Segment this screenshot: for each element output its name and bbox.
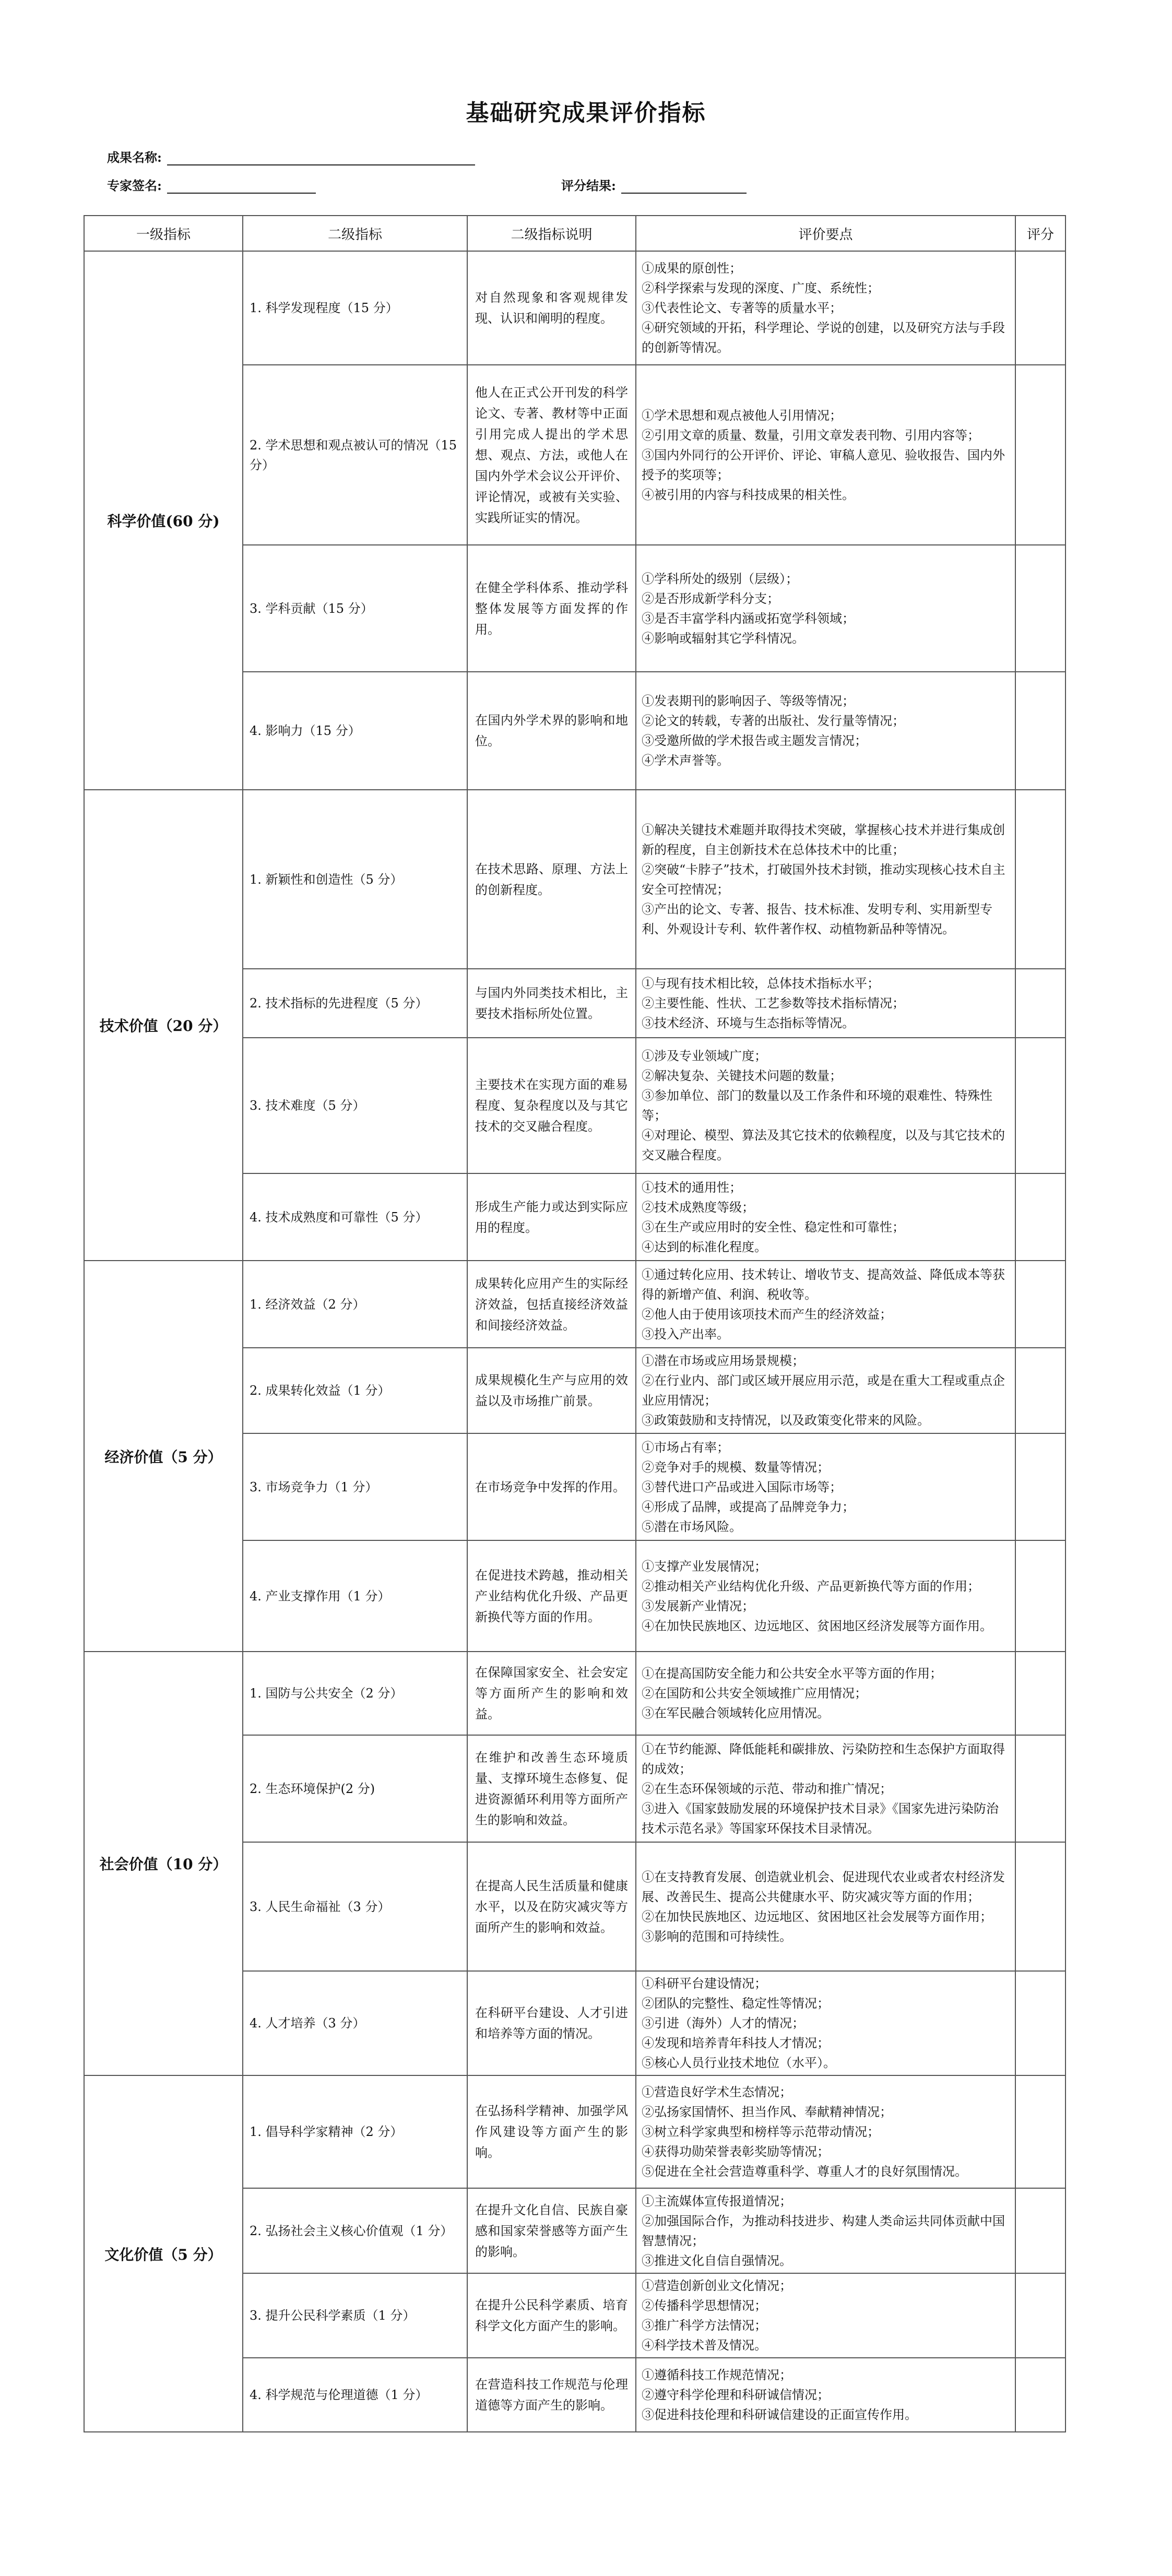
key-point-item: ③国内外同行的公开评价、评论、审稿人意见、验收报告、国内外授予的奖项等；: [642, 447, 1005, 482]
table-row: [84, 790, 1066, 969]
key-point-item: ①成果的原创性；: [642, 261, 742, 276]
key-point-item: ②竞争对手的规模、数量等情况；: [642, 1459, 830, 1475]
key-point-item: ①在支持教育发展、创造就业机会、促进现代农业或者农村经济发展、改善民生、提高公共健康水平、防灾减灾等方面的作用；: [642, 1869, 1005, 1904]
key-points: [636, 1433, 1015, 1540]
level2-description: 在提升文化自信、民族自豪感和国家荣誉感等方面产生的影响。: [467, 2188, 636, 2273]
score-cell[interactable]: [1015, 2075, 1066, 2188]
level2-indicator: 1. 新颖性和创造性（5 分）: [243, 790, 467, 969]
key-points: [636, 1735, 1015, 1842]
level2-description: 成果规模化生产与应用的效益以及市场推广前景。: [467, 1348, 636, 1433]
score-cell[interactable]: [1015, 1652, 1066, 1735]
key-points: [636, 251, 1015, 365]
table-row: [84, 251, 1066, 365]
key-point-item: ②在国防和公共安全领域推广应用情况；: [642, 1686, 867, 1701]
key-point-item: ③在生产或应用时的安全性、稳定性和可靠性；: [642, 1219, 905, 1234]
achievement-name-label: 成果名称:: [107, 150, 162, 165]
level2-description: 在市场竞争中发挥的作用。: [467, 1433, 636, 1540]
score-cell[interactable]: [1015, 1348, 1066, 1433]
score-cell[interactable]: [1015, 672, 1066, 790]
key-point-item: ③树立科学家典型和榜样等示范带动情况；: [642, 2124, 880, 2139]
key-point-item: ②论文的转载，专著的出版社、发行量等情况；: [642, 714, 905, 728]
key-points: [636, 1173, 1015, 1261]
key-point-item: ①支撑产业发展情况；: [642, 1559, 767, 1574]
key-point-item: ③发展新产业情况；: [642, 1598, 754, 1613]
level2-description: 成果转化应用产生的实际经济效益，包括直接经济效益和间接经济效益。: [467, 1261, 636, 1348]
level2-description: 他人在正式公开刊发的科学论文、专著、教材等中正面引用完成人提出的学术思想、观点、方法，或他人在国内外学术会议公开评价、评论情况，或被有关实验、实践所证实的情况。: [467, 365, 636, 545]
score-cell[interactable]: [1015, 1261, 1066, 1348]
key-point-item: ①涉及专业领域广度；: [642, 1049, 767, 1063]
key-points: [636, 672, 1015, 790]
key-point-item: ④对理论、模型、算法及其它技术的依赖程度，以及与其它技术的交叉融合程度。: [642, 1128, 1005, 1162]
key-point-item: ②科学探索与发现的深度、广度、系统性；: [642, 281, 880, 295]
level2-description: 与国内外同类技术相比，主要技术指标所处位置。: [467, 969, 636, 1038]
key-point-item: ②在加快民族地区、边远地区、贫困地区社会发展等方面作用；: [642, 1909, 992, 1924]
key-point-item: ②在行业内、部门或区域开展应用示范，或是在重大工程或重点企业应用情况；: [642, 1373, 1005, 1408]
key-points: [636, 2188, 1015, 2273]
level2-description: 在健全学科体系、推动学科整体发展等方面发挥的作用。: [467, 545, 636, 672]
level2-indicator: 1. 经济效益（2 分）: [243, 1261, 467, 1348]
key-point-item: ①学术思想和观点被他人引用情况；: [642, 408, 842, 423]
level2-indicator: 3. 学科贡献（15 分）: [243, 545, 467, 672]
key-point-item: ①与现有技术相比较，总体技术指标水平；: [642, 976, 880, 991]
key-point-item: ③推进文化自信自强情况。: [642, 2253, 792, 2268]
key-point-item: ④发现和培养青年科技人才情况；: [642, 2036, 830, 2050]
key-point-item: ④科学技术普及情况。: [642, 2338, 767, 2353]
key-point-item: ④研究领域的开拓，科学理论、学说的创建，以及研究方法与手段的创新等情况。: [642, 320, 1005, 355]
key-point-item: ①在提高国防安全能力和公共安全水平等方面的作用；: [642, 1666, 942, 1681]
evaluation-table: [84, 215, 1066, 2432]
score-cell[interactable]: [1015, 1038, 1066, 1173]
key-point-item: ①科研平台建设情况；: [642, 1976, 767, 1991]
level2-description: 在科研平台建设、人才引进和培养等方面的情况。: [467, 1971, 636, 2075]
header-score: 评分: [1015, 216, 1066, 251]
level1-indicator: 社会价值（10 分）: [84, 1652, 243, 2075]
key-point-item: ②传播科学思想情况；: [642, 2298, 767, 2313]
key-point-item: ①遵循科技工作规范情况；: [642, 2368, 792, 2382]
score-result-blank[interactable]: [621, 179, 747, 194]
key-points: [636, 1038, 1015, 1173]
score-result-field: [561, 175, 747, 194]
level2-description: 形成生产能力或达到实际应用的程度。: [467, 1173, 636, 1261]
level2-indicator: 1. 科学发现程度（15 分）: [243, 251, 467, 365]
score-cell[interactable]: [1015, 2273, 1066, 2358]
level2-indicator: 3. 提升公民科学素质（1 分）: [243, 2273, 467, 2358]
key-points: [636, 545, 1015, 672]
expert-signature-field: [107, 175, 316, 194]
score-cell[interactable]: [1015, 251, 1066, 365]
level2-indicator: 4. 人才培养（3 分）: [243, 1971, 467, 2075]
key-points: [636, 1348, 1015, 1433]
header-level2-desc: 二级指标说明: [467, 216, 636, 251]
key-points: [636, 969, 1015, 1038]
level2-indicator: 2. 成果转化效益（1 分）: [243, 1348, 467, 1433]
key-points: [636, 2358, 1015, 2432]
key-point-item: ②在生态环保领域的示范、带动和推广情况；: [642, 1781, 892, 1796]
level2-indicator: 2. 学术思想和观点被认可的情况（15 分）: [243, 365, 467, 545]
table-body: [84, 251, 1066, 2432]
key-point-item: ①发表期刊的影响因子、等级等情况；: [642, 694, 855, 708]
level2-indicator: 3. 人民生命福祉（3 分）: [243, 1842, 467, 1971]
expert-signature-label: 专家签名:: [107, 178, 162, 193]
key-point-item: ②推动相关产业结构优化升级、产品更新换代等方面的作用；: [642, 1578, 980, 1594]
level2-indicator: 4. 影响力（15 分）: [243, 672, 467, 790]
level1-indicator: 科学价值(60 分): [84, 251, 243, 790]
key-point-item: ①通过转化应用、技术转让、增收节支、提高效益、降低成本等获得的新增产值、利润、税收等。: [642, 1267, 1005, 1302]
key-point-item: ②遵守科学伦理和科研诚信情况；: [642, 2388, 830, 2402]
expert-signature-blank[interactable]: [167, 179, 316, 194]
key-point-item: ③在军民融合领域转化应用情况。: [642, 1706, 830, 1720]
key-point-item: ①潜在市场或应用场景规模；: [642, 1354, 804, 1368]
score-cell[interactable]: [1015, 365, 1066, 545]
key-point-item: ①市场占有率；: [642, 1440, 729, 1455]
level2-description: 在保障国家安全、社会安定等方面所产生的影响和效益。: [467, 1652, 636, 1735]
header-key-points: 评价要点: [636, 216, 1015, 251]
score-cell[interactable]: [1015, 1971, 1066, 2075]
key-point-item: ③进入《国家鼓励发展的环境保护技术目录》《国家先进污染防治技术示范名录》等国家环保技术目录情况。: [642, 1801, 999, 1836]
key-point-item: ②突破“卡脖子”技术，打破国外技术封锁，推动实现核心技术自主安全可控情况；: [642, 862, 1005, 897]
table-row: [84, 1652, 1066, 1735]
level1-indicator: 经济价值（5 分）: [84, 1261, 243, 1652]
score-cell[interactable]: [1015, 1540, 1066, 1652]
key-point-item: ①营造良好学术生态情况；: [642, 2085, 792, 2099]
level2-description: 在促进技术跨越，推动相关产业结构优化升级、产品更新换代等方面的作用。: [467, 1540, 636, 1652]
level2-indicator: 3. 市场竞争力（1 分）: [243, 1433, 467, 1540]
achievement-name-field: [107, 147, 475, 165]
key-point-item: ①在节约能源、降低能耗和碳排放、污染防控和生态保护方面取得的成效；: [642, 1741, 1005, 1776]
key-point-item: ③技术经济、环境与生态指标等情况。: [642, 1016, 855, 1030]
level2-description: 对自然现象和客观规律发现、认识和阐明的程度。: [467, 251, 636, 365]
table-header-row: [84, 216, 1066, 251]
key-point-item: ①学科所处的级别（层级）；: [642, 571, 798, 586]
achievement-name-blank[interactable]: [167, 151, 475, 165]
score-cell[interactable]: [1015, 545, 1066, 672]
score-cell[interactable]: [1015, 2358, 1066, 2432]
level1-indicator: 文化价值（5 分）: [84, 2075, 243, 2432]
key-point-item: ④在加快民族地区、边远地区、贫困地区经济发展等方面作用。: [642, 1618, 992, 1633]
key-point-item: ③受邀所做的学术报告或主题发言情况；: [642, 733, 867, 748]
key-point-item: ①主流媒体宣传报道情况；: [642, 2193, 792, 2209]
level2-description: 在提升公民科学素质、培育科学文化方面产生的影响。: [467, 2273, 636, 2358]
score-cell[interactable]: [1015, 1433, 1066, 1540]
key-points: [636, 2273, 1015, 2358]
table-row: [84, 1261, 1066, 1348]
key-point-item: ④影响或辐射其它学科情况。: [642, 631, 804, 646]
header-level2: 二级指标: [243, 216, 467, 251]
level2-indicator: 1. 国防与公共安全（2 分）: [243, 1652, 467, 1735]
key-point-item: ①解决关键技术难题并取得技术突破，掌握核心技术并进行集成创新的程度，自主创新技术在总体技术中的比重；: [642, 822, 1005, 857]
level2-description: 在技术思路、原理、方法上的创新程度。: [467, 790, 636, 969]
level2-description: 在提高人民生活质量和健康水平，以及在防灾减灾等方面所产生的影响和效益。: [467, 1842, 636, 1971]
key-point-item: ⑤促进在全社会营造尊重科学、尊重人才的良好氛围情况。: [642, 2164, 967, 2179]
level2-indicator: 2. 生态环境保护(2 分): [243, 1735, 467, 1842]
key-point-item: ③替代进口产品或进入国际市场等；: [642, 1479, 842, 1494]
key-point-item: ④形成了品牌，或提高了品牌竞争力；: [642, 1499, 855, 1514]
score-cell[interactable]: [1015, 969, 1066, 1038]
level2-indicator: 2. 技术指标的先进程度（5 分）: [243, 969, 467, 1038]
key-point-item: ③影响的范围和可持续性。: [642, 1929, 792, 1944]
score-result-label: 评分结果:: [561, 178, 616, 193]
key-point-item: ②他人由于使用该项技术而产生的经济效益；: [642, 1307, 892, 1322]
level2-indicator: 2. 弘扬社会主义核心价值观（1 分）: [243, 2188, 467, 2273]
level2-description: 在国内外学术界的影响和地位。: [467, 672, 636, 790]
score-cell[interactable]: [1015, 2188, 1066, 2273]
key-points: [636, 1842, 1015, 1971]
key-point-item: ②引用文章的质量、数量，引用文章发表刊物、引用内容等；: [642, 428, 980, 443]
key-point-item: ②弘扬家国情怀、担当作风、奉献精神情况；: [642, 2105, 892, 2119]
level1-indicator: 技术价值（20 分）: [84, 790, 243, 1261]
level2-indicator: 4. 产业支撑作用（1 分）: [243, 1540, 467, 1652]
key-point-item: ③产出的论文、专著、报告、技术标准、发明专利、实用新型专利、外观设计专利、软件著作权、动植物新品种等情况。: [642, 901, 992, 936]
key-points: [636, 1540, 1015, 1652]
level2-indicator: 4. 科学规范与伦理道德（1 分）: [243, 2358, 467, 2432]
level2-description: 在营造科技工作规范与伦理道德等方面产生的影响。: [467, 2358, 636, 2432]
score-cell[interactable]: [1015, 790, 1066, 969]
page-title: 基础研究成果评价指标: [466, 100, 706, 126]
key-points: [636, 2075, 1015, 2188]
key-points: [636, 365, 1015, 545]
key-point-item: ③引进（海外）人才的情况；: [642, 2016, 804, 2031]
key-point-item: ④学术声誉等。: [642, 753, 729, 768]
key-point-item: ①技术的通用性；: [642, 1180, 742, 1195]
key-point-item: ①营造创新创业文化情况；: [642, 2278, 792, 2293]
level2-description: 在维护和改善生态环境质量、支撑环境生态修复、促进资源循环利用等方面所产生的影响和效益。: [467, 1735, 636, 1842]
score-cell[interactable]: [1015, 1842, 1066, 1971]
key-point-item: ②团队的完整性、稳定性等情况；: [642, 1996, 830, 2011]
key-points: [636, 1261, 1015, 1348]
key-point-item: ②加强国际合作，为推动科技进步、构建人类命运共同体贡献中国智慧情况；: [642, 2213, 1005, 2248]
table-row: [84, 2075, 1066, 2188]
key-point-item: ③促进科技伦理和科研诚信建设的正面宣传作用。: [642, 2407, 917, 2422]
key-point-item: ③投入产出率。: [642, 1326, 729, 1342]
level2-description: 在弘扬科学精神、加强学风作风建设等方面产生的影响。: [467, 2075, 636, 2188]
score-cell[interactable]: [1015, 1735, 1066, 1842]
header-level1: 一级指标: [84, 216, 243, 251]
key-point-item: ③参加单位、部门的数量以及工作条件和环境的艰难性、特殊性等；: [642, 1088, 992, 1123]
key-point-item: ②解决复杂、关键技术问题的数量；: [642, 1069, 842, 1083]
key-point-item: ⑤核心人员行业技术地位（水平）。: [642, 2056, 836, 2070]
key-point-item: ④被引用的内容与科技成果的相关性。: [642, 487, 855, 502]
key-point-item: ③政策鼓励和支持情况，以及政策变化带来的风险。: [642, 1413, 930, 1428]
key-point-item: ②技术成熟度等级；: [642, 1200, 754, 1215]
level2-indicator: 4. 技术成熟度和可靠性（5 分）: [243, 1173, 467, 1261]
key-point-item: ②是否形成新学科分支；: [642, 591, 779, 606]
key-point-item: ④获得功勋荣誉表彰奖励等情况；: [642, 2144, 830, 2159]
key-points: [636, 790, 1015, 969]
score-cell[interactable]: [1015, 1173, 1066, 1261]
key-point-item: ③推广科学方法情况；: [642, 2318, 767, 2333]
key-point-item: ②主要性能、性状、工艺参数等技术指标情况；: [642, 996, 905, 1011]
key-point-item: ③是否丰富学科内涵或拓宽学科领域；: [642, 611, 855, 626]
key-point-item: ⑤潜在市场风险。: [642, 1519, 742, 1534]
key-point-item: ④达到的标准化程度。: [642, 1239, 767, 1254]
key-points: [636, 1652, 1015, 1735]
key-points: [636, 1971, 1015, 2075]
level2-indicator: 3. 技术难度（5 分）: [243, 1038, 467, 1173]
level2-description: 主要技术在实现方面的难易程度、复杂程度以及与其它技术的交叉融合程度。: [467, 1038, 636, 1173]
key-point-item: ③代表性论文、专著等的质量水平；: [642, 301, 842, 315]
level2-indicator: 1. 倡导科学家精神（2 分）: [243, 2075, 467, 2188]
